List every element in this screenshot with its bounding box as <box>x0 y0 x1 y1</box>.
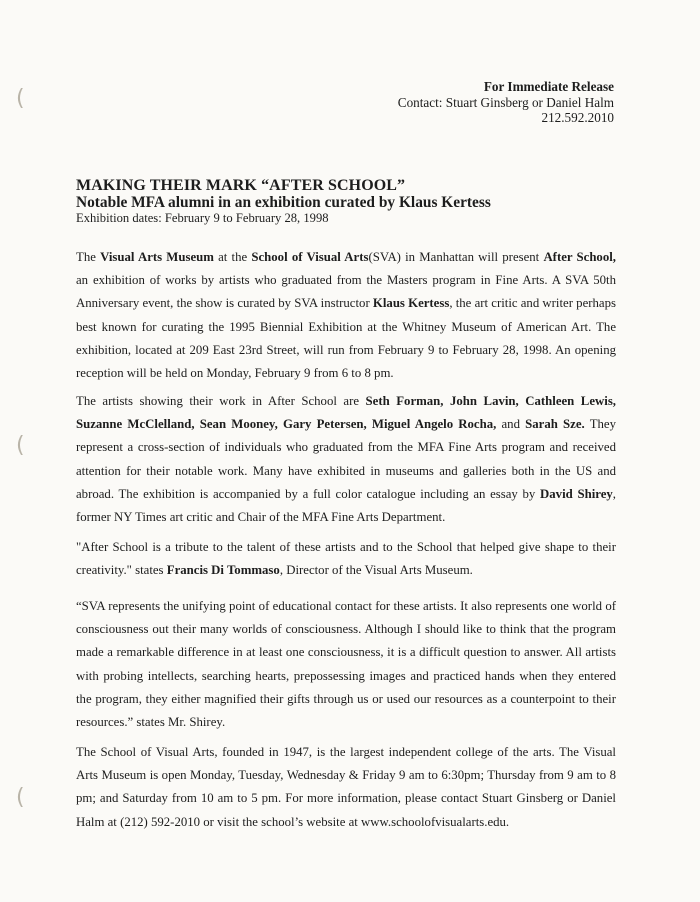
headline-block <box>76 177 491 226</box>
bold-text-run: David Shirey <box>540 486 613 501</box>
text-run: , the art critic and writer perhaps best known for curating the 1995 Biennial Exhibition at the Whitney Museum of American Art. The exhibition, located at 209 East 23rd Street, will run from February 9 to February 28, 1998. An opening reception will be held on Monday, February 9 from 6 to 8 pm. <box>76 296 616 381</box>
text-run: , former NY Times art critic and Chair of the MFA Fine Arts Department. <box>76 486 616 525</box>
bold-text-run: School of Visual Arts <box>251 250 369 264</box>
text-run: “SVA represents the unifying point of educational contact for these artists. It also represents one world of consciousness out their many worlds of consciousness. Although I should like to think that the program made a remarkable difference in at least one consciousness, it is a difficult question to answer. All artists with probing intellects, searching hearts, prepossessing images and practiced hands when they entered the program, they either magnified their gifts through us or used our resources as a counterpoint to their resources.” states Mr. Shirey. <box>76 599 616 730</box>
text-run: (SVA) in Manhattan will present <box>368 250 544 264</box>
text-run: at the <box>213 250 252 264</box>
bold-text-run: Francis Di Tommaso <box>166 563 280 578</box>
text-run: The artists showing their work in After School are <box>76 394 366 408</box>
bold-text-run: Sarah Sze. <box>525 417 585 432</box>
release-label: For Immediate Release <box>483 79 614 94</box>
text-run: They represent a cross-section of individuals who graduated from the MFA Fine Arts program and received attention for their notable work. Many have exhibited in museums and galleries both in the US and abroad. The exhibition is accompanied by a full color catalogue including an essay by <box>76 417 616 501</box>
text-run: , Director of the Visual Arts Museum. <box>279 563 473 578</box>
paragraph-intro <box>76 246 616 385</box>
bold-text-run: Klaus Kertess <box>372 296 450 311</box>
margin-mark: ( <box>16 86 25 111</box>
margin-mark: ( <box>16 433 25 458</box>
text-run: The School of Visual Arts, founded in 1947, is the largest independent college of the arts. The Visual Arts Museum is open Monday, Tuesday, Wednesday & Friday 9 am to 6:30pm; Thursday from 9 am to 8 pm; and Saturday from 10 am to 5 pm. For more information, please contact Stuart Ginsberg or Daniel Halm at (212) 592-2010 or visit the school’s website at www.schoolofvisualarts.edu. <box>76 745 616 829</box>
text-run: The <box>76 250 101 264</box>
bold-text-run: After School, <box>543 250 616 264</box>
bold-text-run: Visual Arts Museum <box>100 250 214 264</box>
paragraph-shirey-quote <box>76 595 616 734</box>
text-run: an exhibition of works by artists who graduated from the Masters program in Fine Arts. A SVA 50th Anniversary event, the show is curated by SVA instructor <box>76 273 616 311</box>
headline-title: MAKING THEIR MARK “AFTER SCHOOL” <box>76 177 406 194</box>
text-run: "After School is a tribute to the talent of these artists and to the School that helped give shape to their creativity." states <box>76 540 616 578</box>
release-phone: 212.592.2010 <box>541 110 614 125</box>
exhibition-dates: Exhibition dates: February 9 to February 28, 1998 <box>76 211 329 225</box>
paragraph-artists <box>76 390 616 529</box>
release-contact: Contact: Stuart Ginsberg or Daniel Halm <box>397 94 614 110</box>
paragraph-director-quote <box>76 536 616 582</box>
bold-text-run: Seth Forman, John Lavin, Cathleen Lewis, Suzanne McClelland, Sean Mooney, Gary Petersen, Miguel Angelo Rocha, <box>76 394 616 432</box>
headline-subtitle: Notable MFA alumni in an exhibition curated by Klaus Kertess <box>76 194 491 211</box>
text-run: and <box>496 417 526 432</box>
paragraph-school-info <box>76 741 616 834</box>
release-block <box>398 79 614 126</box>
margin-mark: ( <box>16 785 25 810</box>
